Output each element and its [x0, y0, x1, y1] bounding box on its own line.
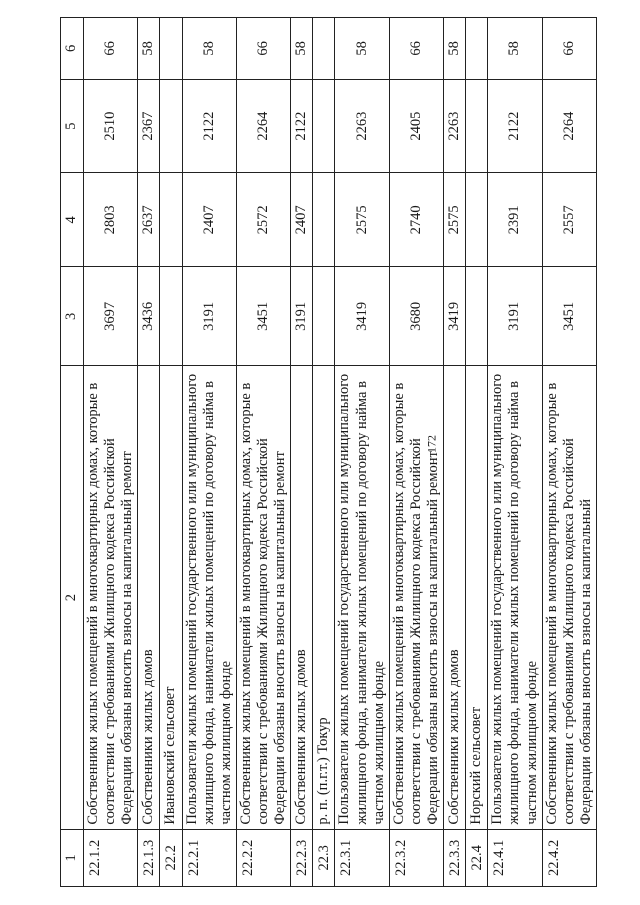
row-description: Пользователи жилых помещений государственного или муниципального жилищного фонда, наниматели жилых помещений по договору найма в частном жилищном фонде	[335, 366, 389, 829]
row-value-col4: 2637	[138, 173, 160, 267]
row-value-col5: 2510	[84, 79, 138, 173]
row-code: 22.2.1	[182, 829, 236, 886]
header-cell: 4	[61, 173, 84, 267]
row-description: Собственники жилых помещений в многоквартирных домах, которые в соответствии с требованиями Жилищного кодекса Российской Федерации обязаны вносить взносы на капитальный ремонт	[389, 366, 443, 829]
row-description: Ивановский сельсовет	[160, 366, 182, 829]
row-description: Собственники жилых домов	[291, 366, 313, 829]
row-value-col6: 66	[236, 18, 290, 80]
row-value-col5	[313, 79, 335, 173]
row-value-col4: 2740	[389, 173, 443, 267]
row-value-col3	[160, 267, 182, 366]
header-cell: 2	[61, 366, 84, 829]
row-value-col6: 58	[291, 18, 313, 80]
row-description: Собственники жилых домов	[444, 366, 466, 829]
row-value-col6: 66	[84, 18, 138, 80]
header-cell: 5	[61, 79, 84, 173]
row-code: 22.3.3	[444, 829, 466, 886]
row-value-col5: 2263	[335, 79, 389, 173]
table-row	[182, 18, 236, 887]
table-row	[389, 18, 443, 887]
row-value-col5: 2264	[236, 79, 290, 173]
page-number: 172	[424, 435, 439, 453]
table-row	[84, 18, 138, 887]
table-row	[160, 18, 182, 887]
row-code: 22.1.3	[138, 829, 160, 886]
row-value-col4: 2575	[335, 173, 389, 267]
row-description: Норский сельсовет	[466, 366, 488, 829]
row-code: 22.3	[313, 829, 335, 886]
row-value-col5: 2122	[291, 79, 313, 173]
row-value-col3	[313, 267, 335, 366]
row-value-col6	[466, 18, 488, 80]
row-description: Собственники жилых помещений в многоквартирных домах, которые в соответствии с требованиями Жилищного кодекса Российской Федерации обязаны вносить взносы на капитальный ремонт	[84, 366, 138, 829]
row-code: 22.3.2	[389, 829, 443, 886]
row-value-col5: 2367	[138, 79, 160, 173]
row-value-col3: 3419	[335, 267, 389, 366]
row-value-col6: 66	[542, 18, 596, 80]
row-value-col3: 3191	[182, 267, 236, 366]
row-code: 22.4.2	[542, 829, 596, 886]
table-row	[444, 18, 466, 887]
row-code: 22.4.1	[488, 829, 542, 886]
row-value-col4: 2803	[84, 173, 138, 267]
row-value-col4: 2391	[488, 173, 542, 267]
row-code: 22.3.1	[335, 829, 389, 886]
row-value-col5: 2122	[182, 79, 236, 173]
row-value-col6: 58	[335, 18, 389, 80]
row-value-col3: 3419	[444, 267, 466, 366]
table-row	[335, 18, 389, 887]
row-value-col4: 2572	[236, 173, 290, 267]
header-cell: 6	[61, 18, 84, 80]
row-value-col3: 3436	[138, 267, 160, 366]
table-row	[466, 18, 488, 887]
row-value-col6: 58	[488, 18, 542, 80]
row-description: Пользователи жилых помещений государственного или муниципального жилищного фонда, наниматели жилых помещений по договору найма в частном жилищном фонде	[488, 366, 542, 829]
row-value-col5: 2263	[444, 79, 466, 173]
row-description: р. п. (п.г.т.) Токур	[313, 366, 335, 829]
row-value-col3: 3191	[488, 267, 542, 366]
row-value-col3: 3680	[389, 267, 443, 366]
row-code: 22.2.2	[236, 829, 290, 886]
row-code: 22.1.2	[84, 829, 138, 886]
row-value-col3: 3697	[84, 267, 138, 366]
row-value-col6: 66	[389, 18, 443, 80]
table-row	[488, 18, 542, 887]
row-code: 22.2	[160, 829, 182, 886]
row-value-col5: 2122	[488, 79, 542, 173]
row-code: 22.4	[466, 829, 488, 886]
table-header-row	[61, 18, 84, 887]
row-value-col4: 2407	[291, 173, 313, 267]
row-value-col6	[313, 18, 335, 80]
row-description: Собственники жилых домов	[138, 366, 160, 829]
row-value-col3: 3451	[542, 267, 596, 366]
row-description: Пользователи жилых помещений государственного или муниципального жилищного фонда, наниматели жилых помещений по договору найма в частном жилищном фонде	[182, 366, 236, 829]
tariff-table	[60, 17, 597, 887]
row-value-col4	[466, 173, 488, 267]
header-cell: 3	[61, 267, 84, 366]
row-value-col6	[160, 18, 182, 80]
row-value-col4	[160, 173, 182, 267]
row-value-col4	[313, 173, 335, 267]
table-row	[542, 18, 596, 887]
row-value-col5	[160, 79, 182, 173]
table-row	[236, 18, 290, 887]
row-value-col6: 58	[138, 18, 160, 80]
row-value-col3	[466, 267, 488, 366]
row-value-col3: 3191	[291, 267, 313, 366]
table-row	[138, 18, 160, 887]
row-value-col6: 58	[444, 18, 466, 80]
table-row	[291, 18, 313, 887]
rotated-table-container	[60, 17, 594, 887]
table-row	[313, 18, 335, 887]
row-description: Собственники жилых помещений в многоквартирных домах, которые в соответствии с требованиями Жилищного кодекса Российской Федерации обязаны вносить взносы на капитальный ремонт	[236, 366, 290, 829]
row-value-col5	[466, 79, 488, 173]
row-value-col3: 3451	[236, 267, 290, 366]
header-cell: 1	[61, 829, 84, 886]
row-value-col4: 2575	[444, 173, 466, 267]
row-value-col4: 2407	[182, 173, 236, 267]
row-value-col6: 58	[182, 18, 236, 80]
row-value-col5: 2405	[389, 79, 443, 173]
row-code: 22.2.3	[291, 829, 313, 886]
row-value-col5: 2264	[542, 79, 596, 173]
row-description: Собственники жилых помещений в многоквартирных домах, которые в соответствии с требованиями Жилищного кодекса Российской Федерации обязаны вносить взносы на капитальный	[542, 366, 596, 829]
row-value-col4: 2557	[542, 173, 596, 267]
